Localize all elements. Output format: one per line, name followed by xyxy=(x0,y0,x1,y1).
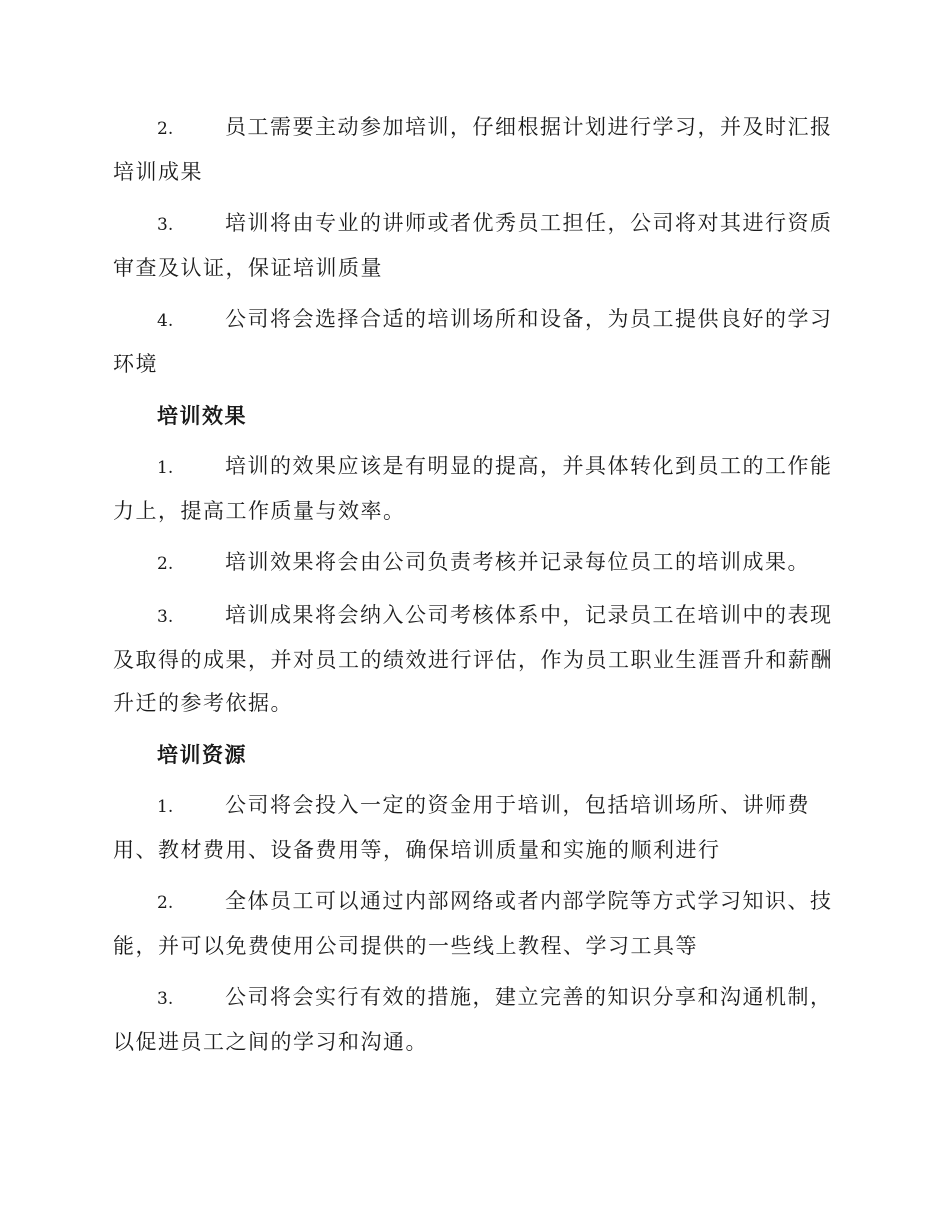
list-item xyxy=(113,106,835,194)
list-item-text: 培训效果将会由公司负责考核并记录每位员工的培训成果。 xyxy=(225,550,810,574)
section-heading-training-resources: 培训资源 xyxy=(157,742,247,767)
list-item-number: 2. xyxy=(157,119,174,139)
list-item-text: 公司将会选择合适的培训场所和设备，为员工提供良好的学习环境 xyxy=(113,307,833,376)
list-item-text: 全体员工可以通过内部网络或者内部学院等方式学习知识、技能，并可以免费使用公司提供的一些线上教程、学习工具等 xyxy=(113,889,833,958)
list-item-number: 1. xyxy=(157,458,174,478)
list-item xyxy=(113,445,835,533)
list-item-text: 公司将会投入一定的资金用于培训，包括培训场所、讲师费用、教材费用、设备费用等，确保培训质量和实施的顺利进行 xyxy=(113,793,810,862)
list-item-number: 3. xyxy=(157,607,174,627)
list-item-number: 4. xyxy=(157,311,174,331)
list-item-text: 培训的效果应该是有明显的提高，并具体转化到员工的工作能力上，提高工作质量与效率。 xyxy=(113,454,833,523)
list-item xyxy=(113,594,835,725)
list-item xyxy=(113,880,835,968)
list-item xyxy=(113,541,835,586)
list-item-text: 培训成果将会纳入公司考核体系中，记录员工在培训中的表现及取得的成果，并对员工的绩效进行评估，作为员工职业生涯晋升和薪酬升迁的参考依据。 xyxy=(113,603,833,715)
list-item xyxy=(113,976,835,1064)
list-item-text: 员工需要主动参加培训，仔细根据计划进行学习，并及时汇报培训成果 xyxy=(113,115,833,184)
list-item xyxy=(113,784,835,872)
section-heading-training-effect: 培训效果 xyxy=(157,403,247,428)
list-item-number: 1. xyxy=(157,797,174,817)
list-item xyxy=(113,298,835,386)
list-item-text: 培训将由专业的讲师或者优秀员工担任，公司将对其进行资质审查及认证，保证培训质量 xyxy=(113,211,833,280)
list-item-number: 3. xyxy=(157,989,174,1009)
list-item xyxy=(113,202,835,290)
document-body xyxy=(113,106,835,1072)
list-item-text: 公司将会实行有效的措施，建立完善的知识分享和沟通机制，以促进员工之间的学习和沟通。 xyxy=(113,985,833,1054)
list-item-number: 2. xyxy=(157,893,174,913)
list-item-number: 3. xyxy=(157,215,174,235)
list-item-number: 2. xyxy=(157,554,174,574)
